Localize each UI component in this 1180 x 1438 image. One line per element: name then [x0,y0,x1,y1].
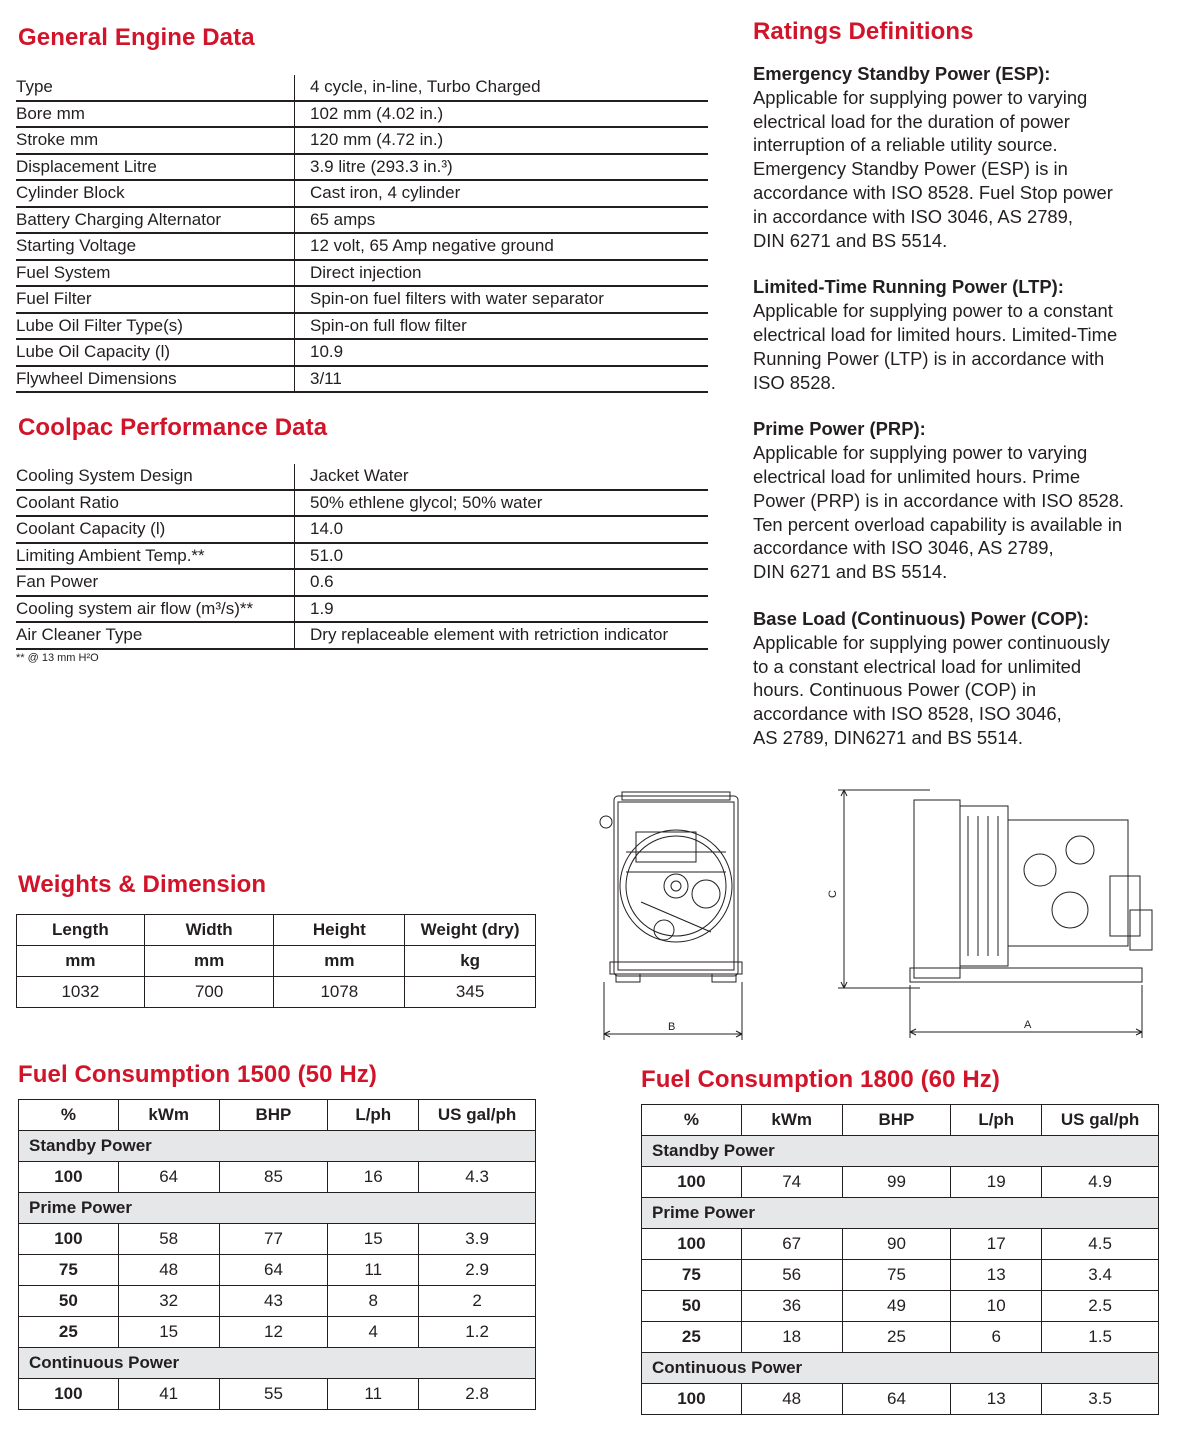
spec-value: 50% ethlene glycol; 50% water [295,490,709,517]
fuel-cell: 50 [642,1291,742,1322]
fuel-data-row [19,1162,536,1193]
spec-value: Cast iron, 4 cylinder [295,180,709,207]
fuel-cell: 100 [642,1384,742,1415]
fuel50-table [18,1099,536,1410]
fuel-cell: 11 [328,1255,419,1286]
fuel-cell: 8 [328,1286,419,1317]
fuel-data-row [19,1255,536,1286]
fuel-group-row [642,1198,1159,1229]
fuel-cell: 25 [19,1317,119,1348]
fuel-cell: 77 [219,1224,328,1255]
weights-cell: 1032 [17,977,145,1008]
ratings-title: Ratings Definitions [753,18,974,45]
rating-text-line: Running Power (LTP) is in accordance with [753,347,1105,369]
fuel-cell: 17 [951,1229,1042,1260]
rating-text-line: electrical load for unlimited hours. Prime [753,465,1081,487]
spec-label: Fuel Filter [16,286,295,313]
spec-value: 1.9 [295,596,709,623]
weights-cell: Length [17,915,145,946]
fuel-cell: 1.2 [419,1317,536,1348]
rating-text-line: Emergency Standby Power (ESP) is in [753,158,1068,180]
fuel-cell: 64 [842,1384,951,1415]
fuel-header-cell: % [19,1100,119,1131]
fuel-cell: 74 [741,1167,842,1198]
weights-cell: 1078 [274,977,405,1008]
fuel-cell: 67 [741,1229,842,1260]
spec-value: 3.9 litre (293.3 in.³) [295,154,709,181]
fuel-group-label: Continuous Power [642,1353,1159,1384]
weights-values-row [17,977,536,1008]
rating-text-line: electrical load for limited hours. Limited-Time [753,323,1118,345]
spec-row [16,622,708,649]
fuel-cell: 90 [842,1229,951,1260]
rating-title: Base Load (Continuous) Power (COP): [753,607,1090,629]
fuel-group-label: Prime Power [642,1198,1159,1229]
fuel-cell: 15 [118,1317,219,1348]
engine-data-title: General Engine Data [18,24,255,51]
fuel-data-row [19,1379,536,1410]
weights-cell: 700 [144,977,274,1008]
fuel-cell: 3.9 [419,1224,536,1255]
fuel-cell: 36 [741,1291,842,1322]
spec-value: 12 volt, 65 Amp negative ground [295,233,709,260]
weights-units-row [17,946,536,977]
fuel-cell: 3.4 [1042,1260,1159,1291]
rating-title: Limited-Time Running Power (LTP): [753,276,1064,298]
fuel-cell: 55 [219,1379,328,1410]
fuel-header-row [642,1105,1159,1136]
spec-row [16,207,708,234]
fuel-cell: 2.9 [419,1255,536,1286]
spec-row [16,516,708,543]
spec-label: Cylinder Block [16,180,295,207]
spec-value: Dry replaceable element with retriction indicator [295,622,709,649]
fuel-data-row [642,1291,1159,1322]
spec-row [16,75,708,101]
fuel-cell: 75 [842,1260,951,1291]
spec-row [16,180,708,207]
fuel-group-row [19,1131,536,1162]
spec-label: Lube Oil Capacity (l) [16,339,295,366]
fuel-cell: 100 [19,1162,119,1193]
rating-text-line: accordance with ISO 8528. Fuel Stop power [753,181,1113,203]
spec-row [16,313,708,340]
rating-text-line: DIN 6271 and BS 5514. [753,229,948,251]
fuel-cell: 15 [328,1224,419,1255]
rating-definition [753,607,1168,750]
fuel-header-cell: L/ph [951,1105,1042,1136]
fuel-cell: 18 [741,1322,842,1353]
fuel-cell: 43 [219,1286,328,1317]
fuel-data-row [19,1317,536,1348]
fuel-header-cell: BHP [842,1105,951,1136]
spec-row [16,260,708,287]
fuel-group-label: Standby Power [19,1131,536,1162]
spec-row [16,569,708,596]
fuel-cell: 19 [951,1167,1042,1198]
fuel60-title: Fuel Consumption 1800 (60 Hz) [641,1066,1000,1093]
spec-label: Limiting Ambient Temp.** [16,543,295,570]
engine-data-table [16,75,708,393]
fuel-cell: 41 [118,1379,219,1410]
rating-text-line: interruption of a reliable utility source. [753,134,1058,156]
fuel-cell: 58 [118,1224,219,1255]
weights-cell: Height [274,915,405,946]
spec-row [16,101,708,128]
fuel-cell: 48 [741,1384,842,1415]
spec-value: Direct injection [295,260,709,287]
fuel-header-cell: kWm [741,1105,842,1136]
rating-text-line: Ten percent overload capability is available in [753,513,1123,535]
fuel-cell: 13 [951,1384,1042,1415]
rating-definition [753,417,1168,584]
spec-row [16,596,708,623]
spec-value: 120 mm (4.72 in.) [295,127,709,154]
front-view-drawing [596,782,756,1044]
fuel-group-row [19,1348,536,1379]
fuel-cell: 16 [328,1162,419,1193]
spec-row [16,490,708,517]
spec-row [16,154,708,181]
spec-label: Displacement Litre [16,154,295,181]
rating-title: Prime Power (PRP): [753,418,926,440]
fuel-header-cell: US gal/ph [419,1100,536,1131]
spec-label: Type [16,75,295,101]
rating-text-line: Applicable for supplying power to varying [753,86,1088,108]
rating-definition [753,62,1168,252]
fuel-cell: 11 [328,1379,419,1410]
rating-text-line: to a constant electrical load for unlimited [753,655,1082,677]
spec-label: Bore mm [16,101,295,128]
fuel-data-row [642,1229,1159,1260]
spec-row [16,366,708,393]
fuel-data-row [642,1260,1159,1291]
fuel-header-row [19,1100,536,1131]
rating-text-line: Power (PRP) is in accordance with ISO 8528. [753,489,1125,511]
fuel-cell: 48 [118,1255,219,1286]
spec-label: Stroke mm [16,127,295,154]
spec-value: 14.0 [295,516,709,543]
weights-headers-row [17,915,536,946]
rating-text-line: in accordance with ISO 3046, AS 2789, [753,205,1073,227]
dimension-label-a: A [1024,1019,1032,1031]
fuel-cell: 64 [118,1162,219,1193]
spec-label: Coolant Ratio [16,490,295,517]
spec-value: Jacket Water [295,464,709,490]
spec-label: Air Cleaner Type [16,622,295,649]
fuel-cell: 75 [642,1260,742,1291]
spec-row [16,543,708,570]
fuel-cell: 56 [741,1260,842,1291]
fuel-cell: 100 [642,1229,742,1260]
spec-label: Starting Voltage [16,233,295,260]
fuel-cell: 25 [642,1322,742,1353]
rating-text-line: accordance with ISO 3046, AS 2789, [753,537,1054,559]
rating-text-line: accordance with ISO 8528, ISO 3046, [753,703,1062,725]
weights-cell: 345 [405,977,536,1008]
fuel-header-cell: % [642,1105,742,1136]
fuel-cell: 100 [19,1379,119,1410]
fuel-data-row [19,1286,536,1317]
fuel-data-row [19,1224,536,1255]
rating-text-line: Applicable for supplying power to varying [753,442,1088,464]
spec-label: Lube Oil Filter Type(s) [16,313,295,340]
fuel-group-label: Standby Power [642,1136,1159,1167]
rating-text-line: ISO 8528. [753,371,836,393]
spec-value: Spin-on full flow filter [295,313,709,340]
weights-title: Weights & Dimension [18,871,267,898]
fuel-cell: 4.3 [419,1162,536,1193]
fuel-header-cell: L/ph [328,1100,419,1131]
fuel-cell: 4.9 [1042,1167,1159,1198]
fuel-header-cell: BHP [219,1100,328,1131]
weights-table [16,914,536,1008]
spec-label: Cooling System Design [16,464,295,490]
fuel-cell: 2.8 [419,1379,536,1410]
fuel-cell: 13 [951,1260,1042,1291]
fuel-group-label: Continuous Power [19,1348,536,1379]
weights-cell: mm [17,946,145,977]
fuel50-title: Fuel Consumption 1500 (50 Hz) [18,1061,377,1088]
rating-text-line: Applicable for supplying power to a constant [753,300,1113,322]
fuel-cell: 1.5 [1042,1322,1159,1353]
fuel-cell: 2 [419,1286,536,1317]
spec-value: 3/11 [295,366,709,393]
fuel-cell: 100 [642,1167,742,1198]
fuel60-table [641,1104,1159,1415]
spec-value: Spin-on fuel filters with water separator [295,286,709,313]
spec-row [16,233,708,260]
dimension-label-c: C [827,890,839,898]
fuel-data-row [642,1322,1159,1353]
fuel-cell: 64 [219,1255,328,1286]
fuel-header-cell: US gal/ph [1042,1105,1159,1136]
spec-label: Flywheel Dimensions [16,366,295,393]
coolpac-footnote: ** @ 13 mm H²O [16,652,99,664]
fuel-cell: 2.5 [1042,1291,1159,1322]
fuel-cell: 50 [19,1286,119,1317]
fuel-cell: 4.5 [1042,1229,1159,1260]
fuel-cell: 49 [842,1291,951,1322]
rating-text-line: electrical load for the duration of power [753,110,1070,132]
spec-row [16,127,708,154]
weights-cell: mm [144,946,274,977]
spec-value: 51.0 [295,543,709,570]
fuel-cell: 32 [118,1286,219,1317]
spec-row [16,286,708,313]
fuel-cell: 4 [328,1317,419,1348]
spec-label: Cooling system air flow (m³/s)** [16,596,295,623]
ratings-definitions [753,62,1168,773]
rating-text-line: DIN 6271 and BS 5514. [753,561,948,583]
fuel-group-label: Prime Power [19,1193,536,1224]
rating-definition [753,275,1168,394]
rating-title: Emergency Standby Power (ESP): [753,63,1051,84]
fuel-data-row [642,1167,1159,1198]
rating-text-line: AS 2789, DIN6271 and BS 5514. [753,726,1023,748]
coolpac-title: Coolpac Performance Data [18,414,328,441]
fuel-cell: 6 [951,1322,1042,1353]
rating-text-line: hours. Continuous Power (COP) in [753,679,1037,701]
spec-value: 10.9 [295,339,709,366]
fuel-group-row [642,1136,1159,1167]
weights-cell: kg [405,946,536,977]
fuel-data-row [642,1384,1159,1415]
fuel-cell: 25 [842,1322,951,1353]
spec-value: 65 amps [295,207,709,234]
fuel-cell: 99 [842,1167,951,1198]
spec-label: Fuel System [16,260,295,287]
spec-label: Fan Power [16,569,295,596]
fuel-cell: 85 [219,1162,328,1193]
spec-value: 0.6 [295,569,709,596]
coolpac-table [16,464,708,650]
fuel-cell: 12 [219,1317,328,1348]
spec-label: Coolant Capacity (l) [16,516,295,543]
fuel-cell: 3.5 [1042,1384,1159,1415]
dimension-label-b: B [668,1021,676,1033]
spec-value: 102 mm (4.02 in.) [295,101,709,128]
fuel-header-cell: kWm [118,1100,219,1131]
spec-row [16,464,708,490]
side-view-drawing [827,780,1170,1038]
fuel-cell: 100 [19,1224,119,1255]
rating-text-line: Applicable for supplying power continuously [753,631,1110,653]
fuel-group-row [19,1193,536,1224]
fuel-group-row [642,1353,1159,1384]
fuel-cell: 10 [951,1291,1042,1322]
spec-value: 4 cycle, in-line, Turbo Charged [295,75,709,101]
weights-cell: Weight (dry) [405,915,536,946]
spec-label: Battery Charging Alternator [16,207,295,234]
weights-cell: mm [274,946,405,977]
fuel-cell: 75 [19,1255,119,1286]
spec-row [16,339,708,366]
weights-cell: Width [144,915,274,946]
